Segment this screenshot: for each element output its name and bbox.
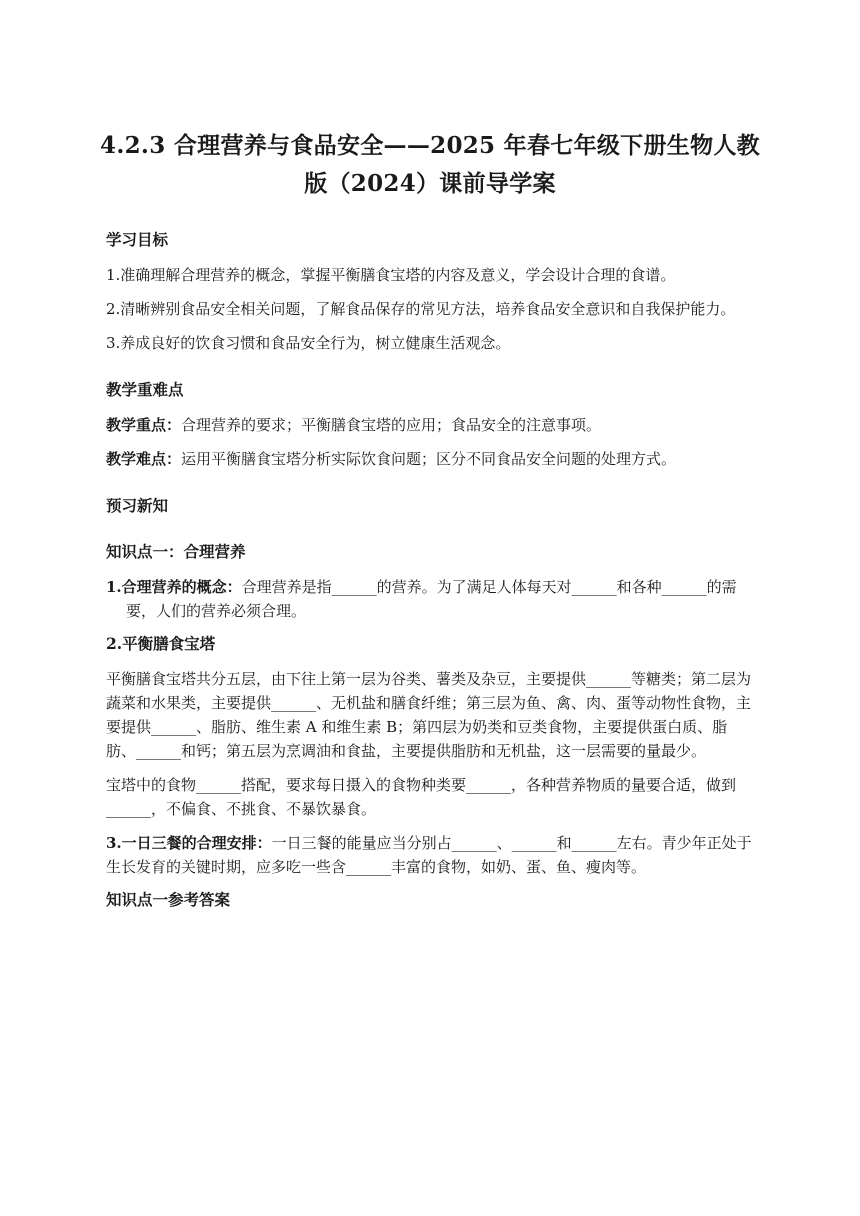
preview-heading: 预习新知 — [106, 496, 169, 515]
knowledge-point-1-answer-heading: 知识点一参考答案 — [106, 890, 231, 909]
key-points-heading: 教学重难点 — [106, 380, 184, 399]
teaching-focus-text: 合理营养的要求；平衡膳食宝塔的应用；食品安全的注意事项。 — [181, 416, 602, 434]
teaching-focus-label: 教学重点： — [106, 416, 182, 434]
teaching-difficulty-text: 运用平衡膳食宝塔分析实际饮食问题；区分不同食品安全问题的处理方式。 — [181, 450, 677, 468]
objectives-heading: 学习目标 — [106, 230, 169, 249]
three-meals-label: 3.一日三餐的合理安排： — [106, 834, 272, 852]
three-meals-item — [106, 831, 754, 879]
teaching-difficulty-label: 教学难点： — [106, 450, 182, 468]
three-meals-text: 一日三餐的能量应当分别占______、______和______左右。青少年正处于生长发育的关键时期，应多吃一些含______丰富的食物，如奶、蛋、鱼、瘦肉等。 — [106, 834, 752, 876]
teaching-focus — [106, 413, 754, 437]
nutrition-concept-item — [106, 575, 754, 623]
teaching-difficulty — [106, 447, 754, 471]
objective-item-2: 2.清晰辨别食品安全相关问题，了解食品保存的常见方法，培养食品安全意识和自我保护能力。 — [106, 300, 736, 318]
nutrition-concept-label: 1.合理营养的概念： — [106, 578, 242, 596]
document-title: 4.2.3 合理营养与食品安全——2025 年春七年级下册生物人教版（2024）课前导学案 — [100, 132, 760, 197]
pagoda-heading: 2.平衡膳食宝塔 — [106, 634, 216, 653]
objective-item-1: 1.准确理解合理营养的概念，掌握平衡膳食宝塔的内容及意义，学会设计合理的食谱。 — [106, 266, 676, 284]
knowledge-point-1-heading: 知识点一：合理营养 — [106, 542, 246, 561]
objective-item-3: 3.养成良好的饮食习惯和食品安全行为，树立健康生活观念。 — [106, 334, 511, 352]
pagoda-paragraph-1: 平衡膳食宝塔共分五层，由下往上第一层为谷类、薯类及杂豆，主要提供______等糖类；第二层为蔬菜和水果类，主要提供______、无机盐和膳食纤维；第三层为鱼、禽、肉、蛋等动物性食物，主要提供______、脂肪、维生素 A 和维生素 B；第四层为奶类和豆类食物，主要提供蛋白质、脂肪、______和钙；第五层为烹调油和食盐，主要提供脂肪和无机盐，这一层需要的量最少。 — [106, 670, 752, 760]
pagoda-paragraph-2: 宝塔中的食物______搭配，要求每日摄入的食物种类要______，各种营养物质的量要合适，做到______，不偏食、不挑食、不暴饮暴食。 — [106, 776, 737, 818]
nutrition-concept-text: 合理营养是指______的营养。为了满足人体每天对______和各种______的需要，人们的营养必须合理。 — [126, 578, 737, 620]
